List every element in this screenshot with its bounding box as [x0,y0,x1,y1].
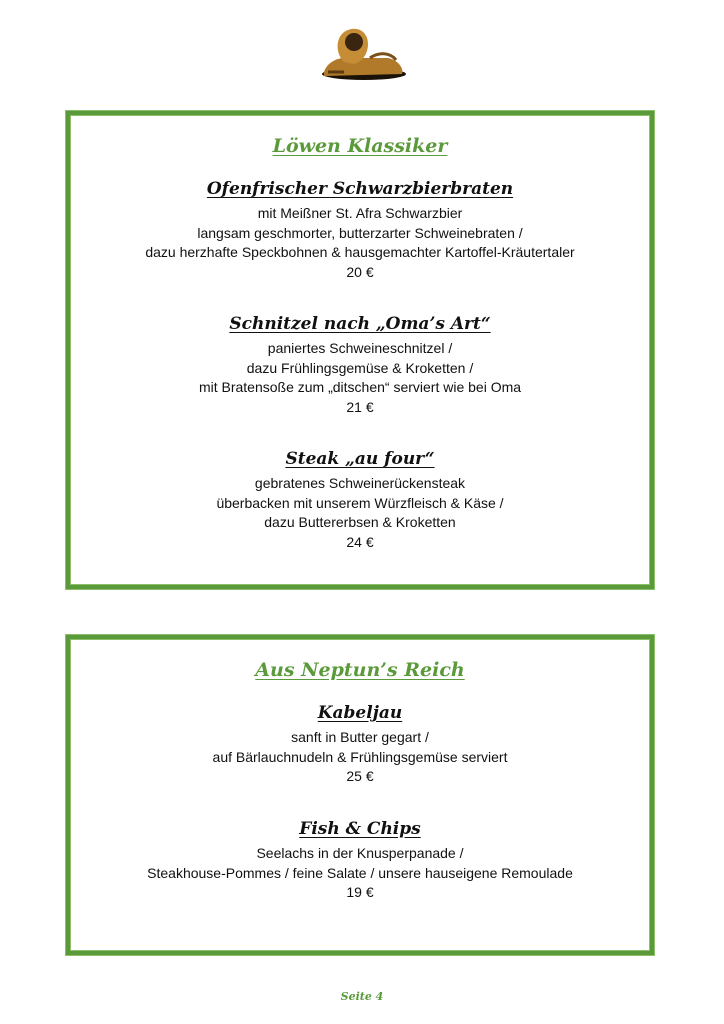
dish-description: mit Meißner St. Afra Schwarzbier [257,205,463,221]
dish-price: 25 € [346,768,374,784]
dish-description: auf Bärlauchnudeln & Frühlingsgemüse serviert [212,748,508,765]
menu-box-classics [66,111,654,589]
dish-description: sanft in Butter gegart / [291,729,429,745]
dish-title: Fish & Chips [299,819,421,839]
dish-title: Schnitzel nach „Oma’s Art“ [229,314,491,334]
dish-description: gebratenes Schweinerückensteak [254,475,466,491]
dish-description: paniertes Schweineschnitzel / [267,340,453,356]
dish-description: Seelachs in der Knusperpanade / [256,845,464,861]
dish-description: Steakhouse-Pommes / feine Salate / unsere hauseigene Remoulade [147,864,573,881]
dish-price: 24 € [346,533,374,550]
dish-title: Ofenfrischer Schwarzbierbraten [206,179,514,199]
section-title-neptune: Aus Neptun’s Reich [255,659,465,681]
dish-description: dazu Frühlingsgemüse & Kroketten / [246,359,474,376]
dish-title: Kabeljau [317,703,403,723]
page-number: Seite 4 [340,990,384,1003]
dish-description: überbacken mit unserem Würzfleisch & Käse / [216,494,504,511]
dish-description: dazu Buttererbsen & Kroketten [264,514,456,530]
dish-price: 20 € [346,263,374,280]
dish-title: Steak „au four“ [285,449,435,469]
dish-price: 21 € [346,398,374,415]
dish-fish-chips [10,819,710,903]
dish-description: mit Bratensoße zum „ditschen“ serviert wie bei Oma [198,379,522,395]
lion-logo-icon [314,22,406,82]
dish-price: 19 € [346,884,374,900]
dish-steak [10,449,710,552]
dish-kabeljau [10,703,710,787]
dish-description: langsam geschmorter, butterzarter Schweinebraten / [197,224,523,241]
menu-box-neptune [66,635,654,955]
dish-description: dazu herzhafte Speckbohnen & hausgemachter Kartoffel-Kräutertaler [145,244,575,260]
dish-schnitzel [10,314,710,417]
section-title-classics: Löwen Klassiker [272,135,448,157]
dish-schwarzbierbraten [10,179,710,282]
